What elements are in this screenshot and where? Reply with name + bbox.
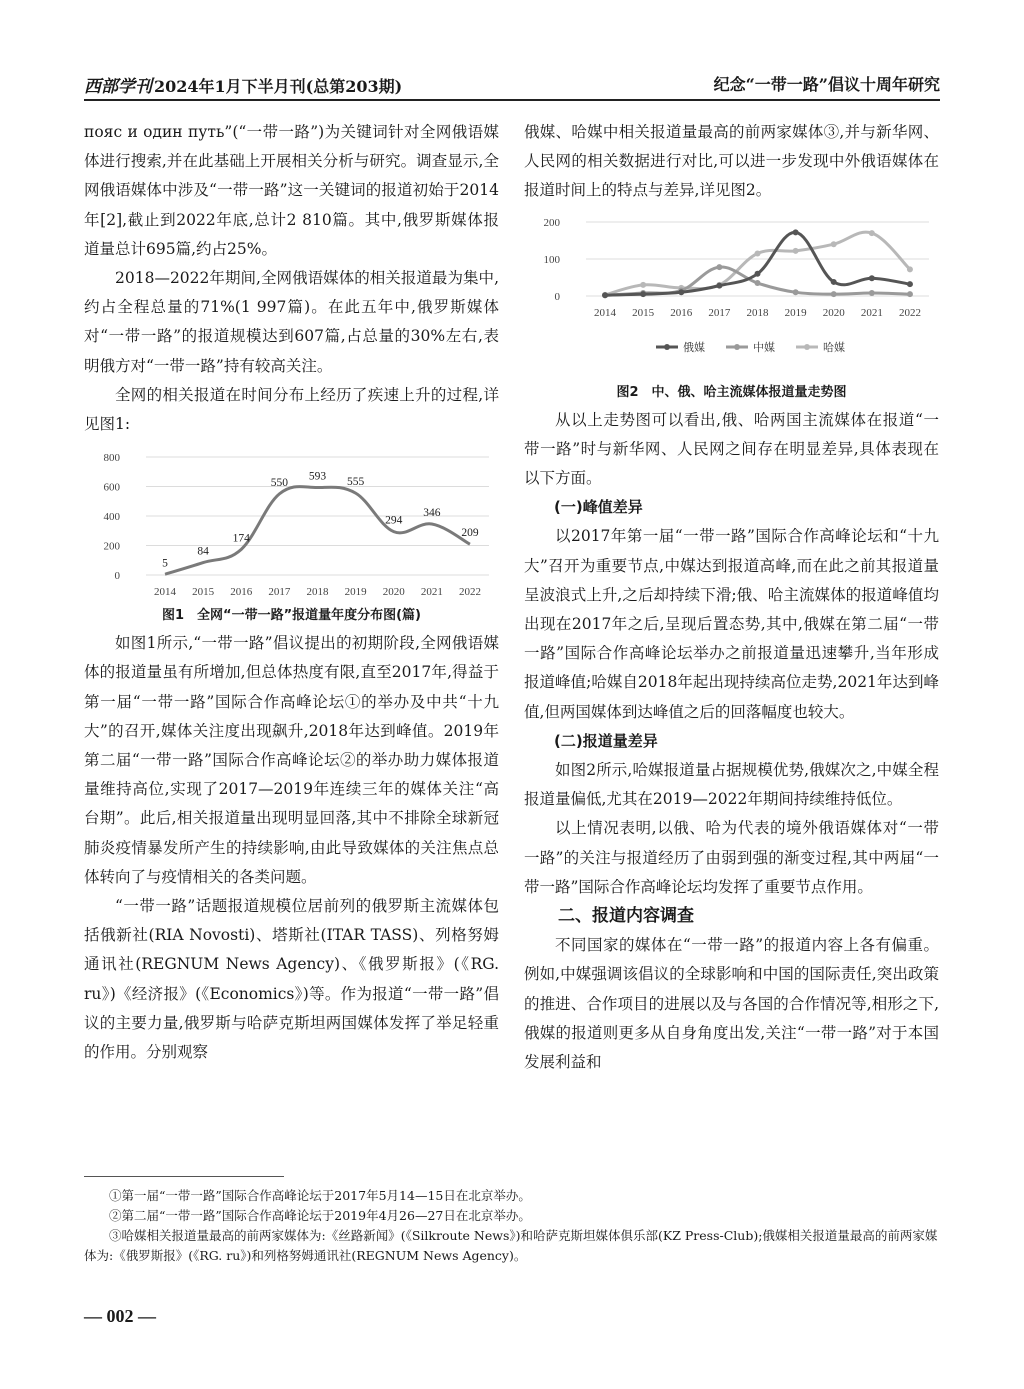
x-tick-label: 2021 — [420, 586, 443, 599]
data-point — [640, 282, 646, 288]
data-point — [755, 270, 761, 276]
subheading: (二)报道量差异 — [554, 731, 658, 750]
paragraph: 俄媒、哈媒中相关报道量最高的前两家媒体③,并与新华网、人民网的相关数据进行对比,可以进一步发现中外俄语媒体在报道时间上的特点与差异,详见图2。 — [524, 123, 939, 200]
page-header — [84, 70, 940, 100]
x-tick-label: 2018 — [746, 306, 769, 319]
data-point — [716, 282, 722, 288]
y-tick-label: 800 — [103, 452, 120, 465]
x-tick-label: 2019 — [344, 586, 367, 599]
footnote-divider — [84, 1176, 284, 1177]
header-divider — [84, 99, 940, 101]
data-point — [869, 275, 875, 281]
journal-logo: 西部学刊 — [84, 77, 152, 97]
legend-label: 哈媒 — [823, 340, 845, 354]
footnotes — [84, 1186, 940, 1266]
data-point — [907, 291, 913, 297]
x-tick-label: 2021 — [860, 306, 883, 319]
footnote: ①第一届“一带一路”国际合作高峰论坛于2017年5月14—15日在北京举办。 — [109, 1188, 531, 1203]
data-point — [907, 281, 913, 287]
x-tick-label: 2017 — [268, 586, 291, 599]
data-label: 294 — [385, 514, 403, 527]
data-point — [755, 250, 761, 256]
data-label: 550 — [270, 477, 289, 490]
x-tick-label: 2022 — [898, 306, 921, 319]
paragraph: 全网的相关报道在时间分布上经历了疾速上升的过程,详见图1: — [84, 385, 499, 434]
figure-2-caption: 图2 中、俄、哈主流媒体报道量走势图 — [616, 384, 847, 400]
issue-text: 2024年1月下半月刊(总第203期) — [154, 77, 403, 96]
x-tick-label: 2019 — [784, 306, 807, 319]
x-tick-label: 2014 — [154, 586, 177, 599]
paragraph: 以上情况表明,以俄、哈为代表的境外俄语媒体对“一带一路”的关注与报道经历了由弱到强的渐变过程,其中两届“一带一路”国际合作高峰论坛均发挥了重要节点作用。 — [524, 819, 939, 896]
subheading: (一)峰值差异 — [554, 498, 643, 517]
data-label: 555 — [346, 476, 365, 489]
left-column — [84, 118, 499, 1067]
data-point — [602, 292, 608, 298]
data-point — [716, 264, 722, 270]
paragraph: пояс и один путь”(“一带一路”)为关键词针对全网俄语媒体进行搜索,并在此基础上开展相关分析与研究。调查显示,全网俄语媒体中涉及“一带一路”这一关键词的报道初始于2014年[2],截止到2022年底,总计2 810篇。其中,俄罗斯媒体报道量总计695篇,约占25%。 — [84, 123, 499, 258]
journal-issue — [84, 72, 402, 97]
data-label: 346 — [423, 507, 441, 520]
data-point — [907, 266, 913, 272]
data-point — [831, 291, 837, 297]
figure-2 — [524, 212, 939, 404]
x-tick-label: 2022 — [458, 586, 481, 599]
data-label: 209 — [461, 527, 479, 540]
x-tick-label: 2015 — [632, 306, 655, 319]
data-label: 84 — [197, 545, 209, 558]
x-tick-label: 2020 — [822, 306, 845, 319]
data-point — [869, 230, 875, 236]
section-title: 纪念“一带一路”倡议十周年研究 — [713, 75, 940, 94]
y-tick-label: 400 — [103, 511, 120, 524]
chart-2 — [524, 212, 939, 382]
data-label: 5 — [162, 557, 168, 570]
y-tick-label: 200 — [103, 540, 120, 553]
y-tick-label: 100 — [543, 253, 560, 266]
footnote: ③哈媒相关报道量最高的前两家媒体为:《丝路新闻》(《Silkroute News》)和哈萨克斯坦媒体俱乐部(KZ Press-Club);俄媒相关报道量最高的前两家媒体为:《俄罗斯报》(《RG. ru》)和列格努姆通讯社(REGNUM News Agency)。 — [84, 1228, 938, 1263]
page-number: — 002 — — [84, 1306, 156, 1326]
legend-label: 中媒 — [753, 340, 775, 354]
legend-marker — [664, 344, 670, 350]
figure-1-caption: 图1 全网“一带一路”报道量年度分布图(篇) — [161, 608, 422, 624]
y-tick-label: 0 — [114, 570, 120, 583]
right-column — [524, 118, 939, 1077]
series-line — [165, 487, 470, 575]
paragraph: 不同国家的媒体在“一带一路”的报道内容上各有偏重。例如,中媒强调该倡议的全球影响和中国的国际责任,突出政策的推进、合作项目的进展以及与各国的合作情况等,相形之下,俄媒的报道则更多从自身角度出发,关注“一带一路”对于本国发展利益和 — [524, 936, 939, 1072]
data-label: 593 — [308, 470, 327, 483]
paragraph: 以2017年第一届“一带一路”国际合作高峰论坛和“十九大”召开为重要节点,中媒达到报道高峰,而在此之前其报道量呈波浪式上升,之后却持续下滑;俄、哈主流媒体的报道峰值均出现在2017年之后,呈现后置态势,其中,俄媒在第二届“一带一路”国际合作高峰论坛举办之前报道量迅速攀升,当年形成报道峰值;哈媒自2018年起出现持续高位走势,2021年达到峰值,但两国媒体到达峰值之后的回落幅度也较大。 — [524, 527, 939, 721]
y-tick-label: 200 — [543, 216, 560, 229]
paragraph: 如图1所示,“一带一路”倡议提出的初期阶段,全网俄语媒体的报道量虽有所增加,但总体热度有限,直至2017年,得益于第一届“一带一路”国际合作高峰论坛①的举办及中共“十九大”的召开,媒体关注度出现飙升,2018年达到峰值。2019年第二届“一带一路”国际合作高峰论坛②的举办助力媒体报道量维持高位,实现了2017—2019年连续三年的媒体关注“高台期”。此后,相关报道量出现明显回落,其中不排除全球新冠肺炎疫情暴发所产生的持续影响,由此导致媒体的关注焦点总体转向了与疫情相关的各类问题。 — [84, 634, 499, 886]
data-point — [678, 289, 684, 295]
data-point — [640, 291, 646, 297]
data-point — [793, 247, 799, 253]
x-tick-label: 2018 — [306, 586, 329, 599]
chart-1 — [84, 445, 499, 605]
paragraph: 2018—2022年期间,全网俄语媒体的相关报道最为集中,约占全程总量的71%(1 997篇)。在此五年中,俄罗斯媒体对“一带一路”的报道规模达到607篇,占总量的30%左右,表明俄方对“一带一路”持有较高关注。 — [84, 269, 499, 375]
data-point — [755, 280, 761, 286]
figure-1 — [84, 445, 499, 627]
data-point — [793, 289, 799, 295]
y-tick-label: 600 — [103, 481, 120, 494]
paragraph: “一带一路”话题报道规模位居前列的俄罗斯主流媒体包括俄新社(RIA Novosti)、塔斯社(ITAR TASS)、列格努姆通讯社(REGNUM News Agency)、《俄罗斯报》(《RG. ru》)《经济报》(《Economics》)等。作为报道“一带一路”倡议的主要力量,俄罗斯与哈萨克斯坦两国媒体发挥了举足轻重的作用。分别观察 — [84, 897, 499, 1062]
data-label: 174 — [232, 532, 250, 545]
legend-marker — [804, 344, 810, 350]
data-point — [869, 290, 875, 296]
legend-label: 俄媒 — [683, 340, 705, 354]
x-tick-label: 2016 — [230, 586, 253, 599]
data-point — [793, 229, 799, 235]
x-tick-label: 2015 — [192, 586, 215, 599]
y-tick-label: 0 — [554, 290, 560, 303]
data-point — [831, 241, 837, 247]
footnote: ②第二届“一带一路”国际合作高峰论坛于2019年4月26—27日在北京举办。 — [109, 1208, 531, 1223]
legend-marker — [734, 344, 740, 350]
x-tick-label: 2014 — [594, 306, 617, 319]
x-tick-label: 2016 — [670, 306, 693, 319]
section-heading: 二、报道内容调查 — [558, 906, 694, 927]
data-point — [831, 279, 837, 285]
paragraph: 如图2所示,哈媒报道量占据规模优势,俄媒次之,中媒全程报道量偏低,尤其在2019—2022年期间持续维持低位。 — [524, 761, 939, 809]
paragraph: 从以上走势图可以看出,俄、哈两国主流媒体在报道“一带一路”时与新华网、人民网之间存在明显差异,具体表现在以下方面。 — [524, 410, 939, 488]
x-tick-label: 2017 — [708, 306, 731, 319]
x-tick-label: 2020 — [382, 586, 405, 599]
